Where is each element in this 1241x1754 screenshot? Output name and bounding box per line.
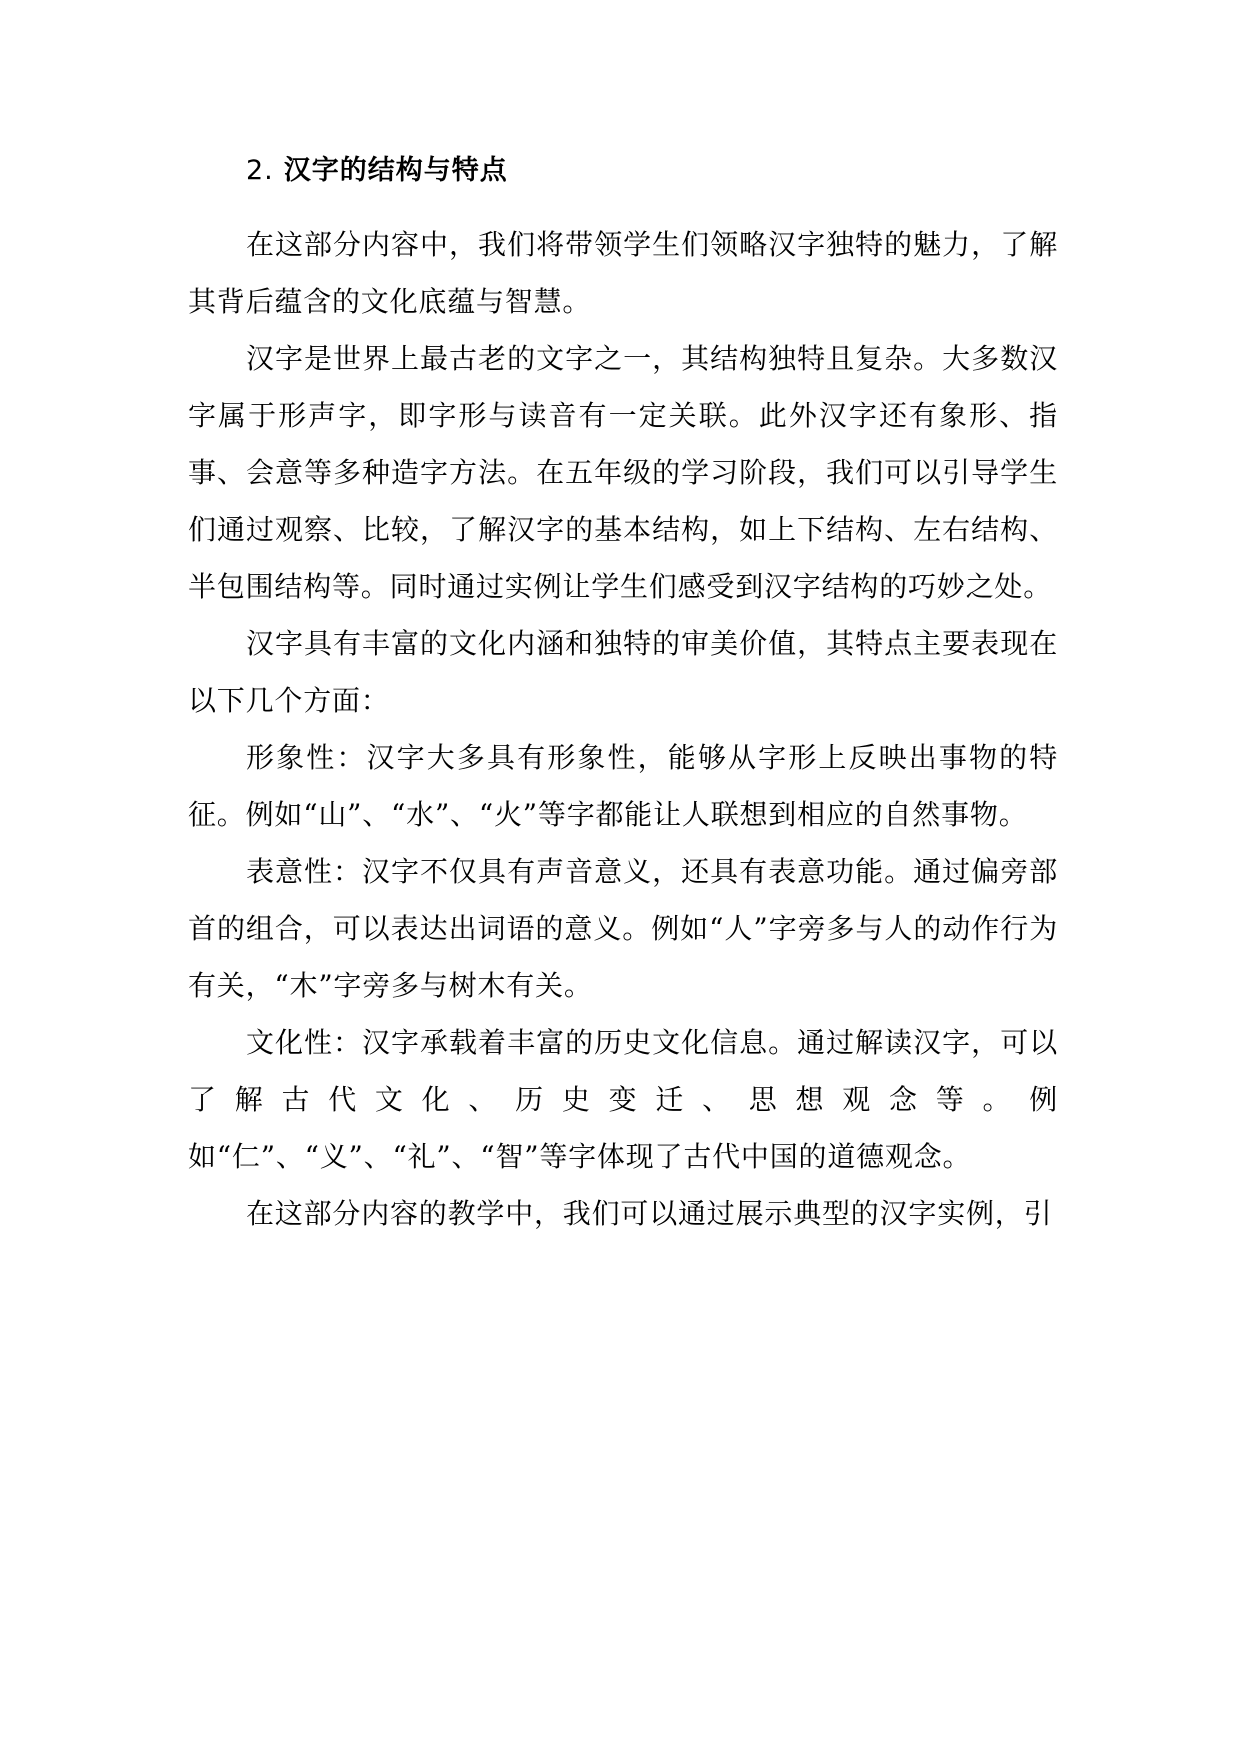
section-title: 汉字的结构与特点 [283,155,508,186]
paragraph-cultural: 文化性：汉字承载着丰富的历史文化信息。通过解读汉字，可以了解古代文化、历史变迁、思想观念等。例如“仁”、“义”、“礼”、“智”等字体现了古代中国的道德观念。 [188,1026,1058,1173]
paragraph-features-intro: 汉字具有丰富的文化内涵和独特的审美价值，其特点主要表现在以下几个方面： [188,627,1058,717]
paragraph-pictographic: 形象性：汉字大多具有形象性，能够从字形上反映出事物的特征。例如“山”、“水”、“火”等字都能让人联想到相应的自然事物。 [188,741,1058,831]
paragraph-structure: 汉字是世界上最古老的文字之一，其结构独特且复杂。大多数汉字属于形声字，即字形与读音有一定关联。此外汉字还有象形、指事、会意等多种造字方法。在五年级的学习阶段，我们可以引导学生们通过观察、比较，了解汉字的基本结构，如上下结构、左右结构、半包围结构等。同时通过实例让学生们感受到汉字结构的巧妙之处。 [188,342,1058,603]
heading-spacer [188,196,1058,216]
paragraph-teaching: 在这部分内容的教学中，我们可以通过展示典型的汉字实例，引 [246,1197,1053,1230]
section-heading [188,146,1058,196]
section-number: 2. [246,155,274,186]
paragraph-ideographic: 表意性：汉字不仅具有声音意义，还具有表意功能。通过偏旁部首的组合，可以表达出词语的意义。例如“人”字旁多与人的动作行为有关，“木”字旁多与树木有关。 [188,855,1058,1002]
document-body [188,146,1058,1242]
paragraph-intro: 在这部分内容中，我们将带领学生们领略汉字独特的魅力，了解其背后蕴含的文化底蕴与智慧。 [188,228,1058,318]
